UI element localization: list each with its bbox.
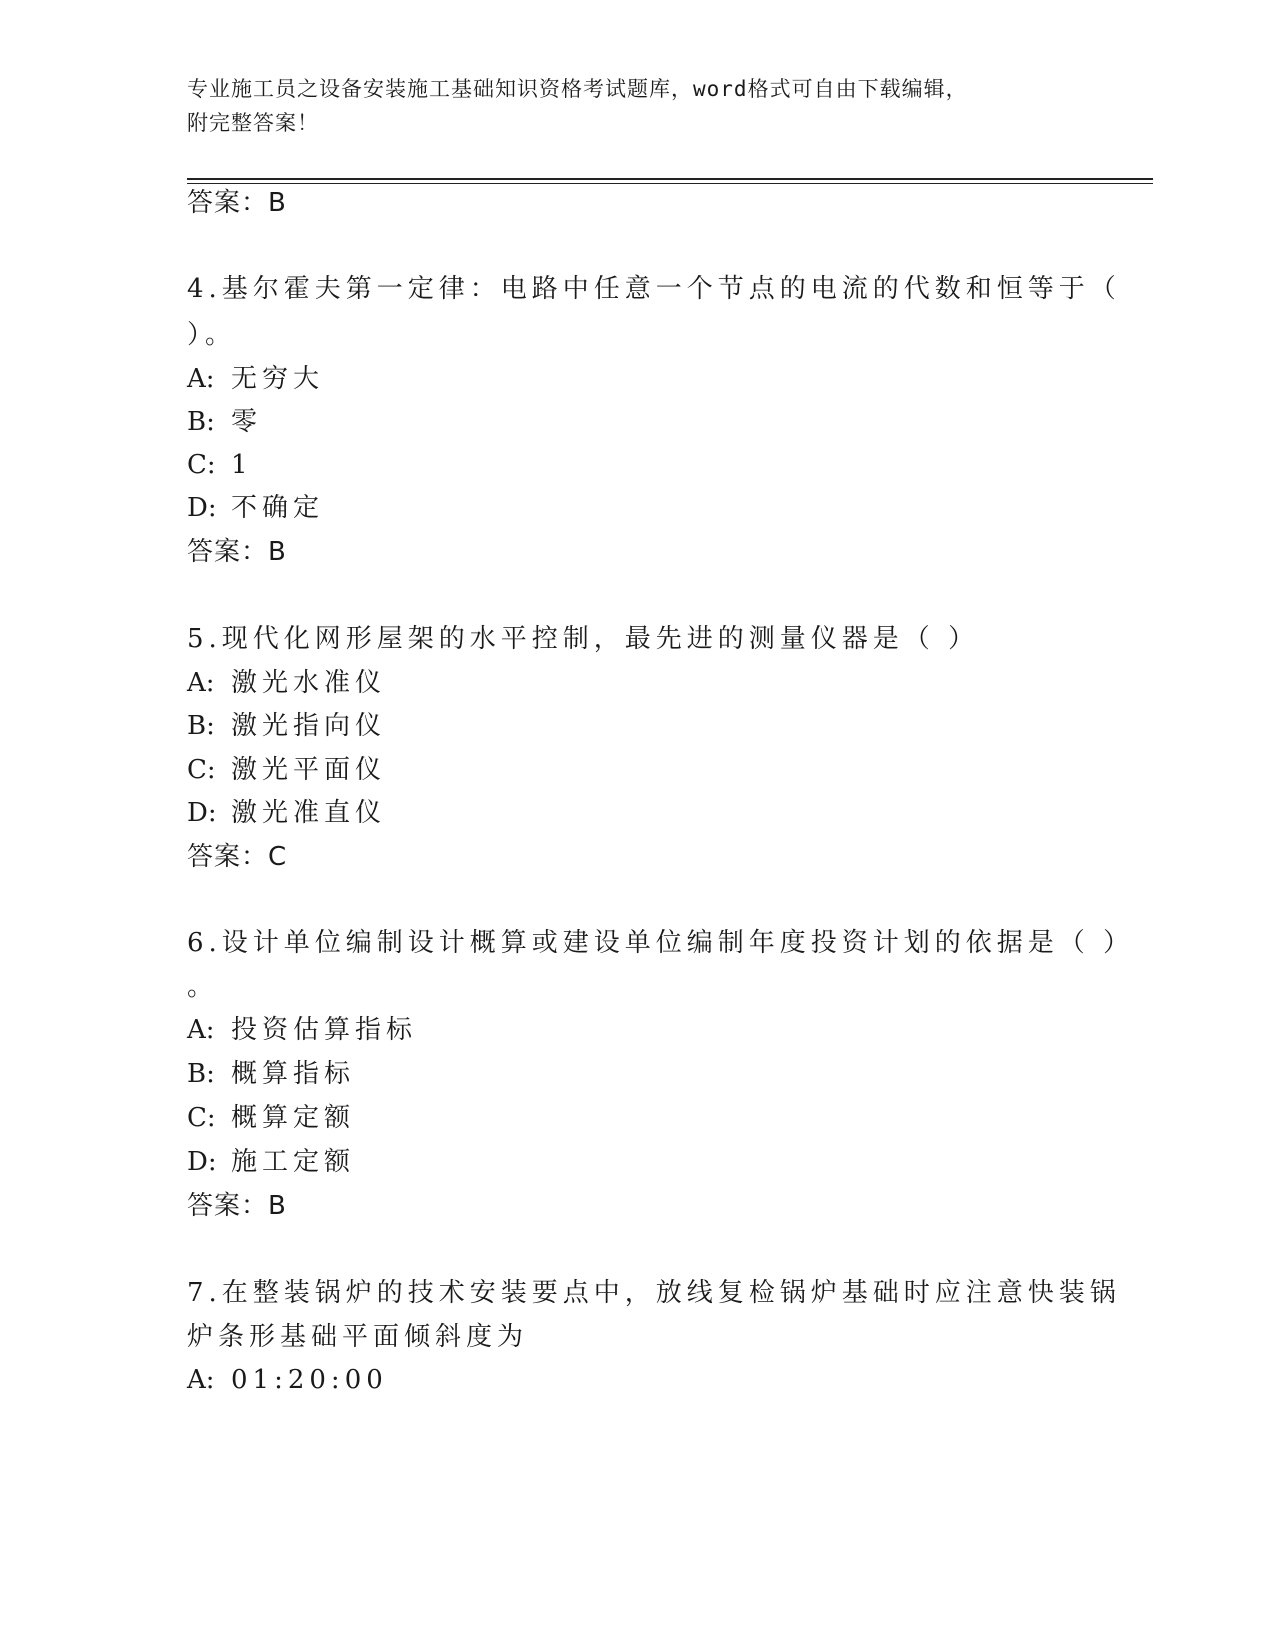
question-4-answer: 答案：B: [187, 537, 287, 567]
option-key: D:: [187, 1147, 217, 1177]
question-7-line-1: 7.在整装锅炉的技术安装要点中，放线复检锅炉基础时应注意快装锅: [187, 1278, 1121, 1308]
option-text: 施工定额: [231, 1147, 356, 1177]
option-text: 概算定额: [231, 1103, 356, 1133]
question-5-option-d: [187, 796, 386, 830]
option-key: D:: [187, 493, 217, 523]
header-line-2: 附完整答案！: [187, 111, 319, 135]
question-7-line-2: 炉条形基础平面倾斜度为: [187, 1322, 529, 1352]
question-4-option-c: [187, 448, 253, 482]
question-6-answer: 答案：B: [187, 1191, 287, 1221]
header-divider-thin: [187, 183, 1153, 184]
option-text: 1: [231, 450, 253, 480]
option-text: 投资估算指标: [231, 1015, 418, 1045]
question-5-option-b: [187, 709, 386, 743]
question-7-option-a: [187, 1363, 388, 1397]
document-header: [187, 72, 1067, 140]
option-key: C:: [187, 450, 216, 480]
question-6-option-d: [187, 1145, 355, 1179]
previous-answer: 答案：B: [187, 188, 287, 218]
option-key: B:: [187, 407, 215, 437]
question-4-option-b: [187, 405, 262, 439]
question-5-option-a: [187, 666, 386, 700]
option-text: 01:20:00: [231, 1365, 388, 1395]
option-text: 激光指向仪: [231, 711, 387, 741]
option-key: A:: [187, 1015, 215, 1045]
question-5-answer: 答案：C: [187, 842, 288, 872]
question-5-line-1: 5.现代化网形屋架的水平控制，最先进的测量仪器是（ ）: [187, 624, 980, 654]
option-key: B:: [187, 711, 215, 741]
question-4-line-1: 4.基尔霍夫第一定律：电路中任意一个节点的电流的代数和恒等于（: [187, 274, 1121, 304]
question-6-option-c: [187, 1101, 355, 1135]
option-key: A:: [187, 1365, 215, 1395]
question-6-line-2: 。: [187, 972, 219, 1002]
header-line-1: 专业施工员之设备安装施工基础知识资格考试题库，word格式可自由下载编辑，: [187, 77, 968, 101]
option-text: 零: [231, 407, 263, 437]
question-4-option-d: [187, 491, 324, 525]
option-text: 激光准直仪: [231, 798, 387, 828]
question-6-option-a: [187, 1013, 417, 1047]
option-key: A:: [187, 364, 215, 394]
header-divider-thick: [187, 178, 1153, 180]
option-key: C:: [187, 1103, 216, 1133]
option-text: 无穷大: [231, 364, 325, 394]
option-key: A:: [187, 668, 215, 698]
question-5-option-c: [187, 753, 386, 787]
option-text: 激光水准仪: [231, 668, 387, 698]
question-4-option-a: [187, 362, 324, 396]
question-6-line-1: 6.设计单位编制设计概算或建设单位编制年度投资计划的依据是（ ）: [187, 928, 1135, 958]
option-key: C:: [187, 755, 216, 785]
option-text: 不确定: [231, 493, 325, 523]
option-key: B:: [187, 1059, 215, 1089]
option-key: D:: [187, 798, 217, 828]
question-6-option-b: [187, 1057, 355, 1091]
option-text: 概算指标: [231, 1059, 356, 1089]
question-4-line-2: ）。: [187, 320, 237, 350]
option-text: 激光平面仪: [231, 755, 387, 785]
